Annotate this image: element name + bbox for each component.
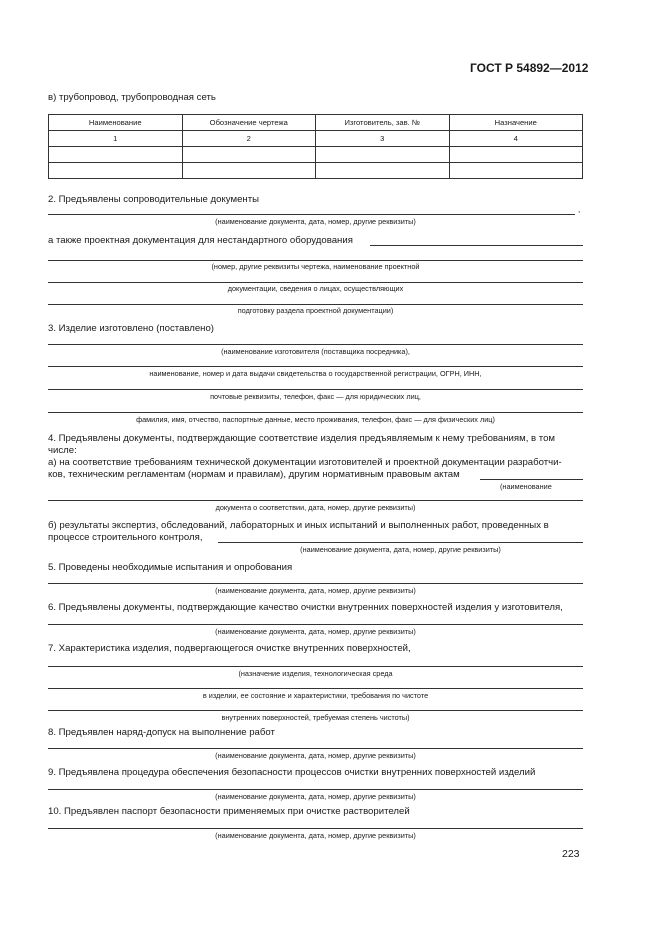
item-7-caption-1: (назначение изделия, технологическая среда <box>238 669 393 678</box>
col-number-4: 4 <box>449 131 583 147</box>
fill-line <box>48 344 583 345</box>
item-7-caption-2: в изделии, ее состояние и характеристики, требования по чистоте <box>202 691 429 700</box>
fill-line <box>48 366 583 367</box>
item-2-caption-3: документации, сведения о лицах, осуществляющих <box>227 284 404 293</box>
item-4b-line-2: процессе строительного контроля, <box>48 532 203 543</box>
item-4b-line-1: б) результаты экспертиз, обследований, лабораторных и иных испытаний и выполненных работ, проведенных в <box>48 520 549 531</box>
fill-line <box>48 583 583 584</box>
item-3-caption-4: фамилия, имя, отчество, паспортные данные, место проживания, телефон, факс — для физических лиц) <box>136 415 495 424</box>
fill-line <box>48 688 583 689</box>
fill-line <box>48 789 583 790</box>
fill-line <box>48 500 583 501</box>
item-6-caption: (наименование документа, дата, номер, другие реквизиты) <box>215 627 416 636</box>
fill-line <box>370 245 583 246</box>
fill-line <box>48 412 583 413</box>
item-9-caption: (наименование документа, дата, номер, другие реквизиты) <box>215 792 416 801</box>
item-2-caption-4: подготовку раздела проектной документации) <box>237 306 394 315</box>
fill-line <box>48 666 583 667</box>
table-cell <box>49 147 183 163</box>
table-cell <box>449 147 583 163</box>
item-9-text: 9. Предъявлена процедура обеспечения безопасности процессов очистки внутренних поверхностей изделий <box>48 767 536 778</box>
table-cell <box>49 163 183 179</box>
table-cell <box>316 163 450 179</box>
section-v-title: в) трубопровод, трубопроводная сеть <box>48 92 216 103</box>
item-4-line-1: 4. Предъявлены документы, подтверждающие соответствие изделия предъявляемым к нему требованиям, в том <box>48 433 556 444</box>
fill-line <box>48 260 583 261</box>
fill-line <box>48 389 583 390</box>
item-4a-line-1: а) на соответствие требованиям технической документации изготовителей и проектной документации разработчи- <box>48 457 562 468</box>
item-7-caption-3: внутренних поверхностей, требуемая степень чистоты) <box>221 713 410 722</box>
fill-line <box>48 214 575 215</box>
table-header-row <box>49 115 583 131</box>
col-number-1: 1 <box>49 131 183 147</box>
standard-header: ГОСТ Р 54892—2012 <box>470 61 589 75</box>
fill-line <box>48 828 583 829</box>
pipeline-table <box>48 114 583 179</box>
item-4b-caption: (наименование документа, дата, номер, другие реквизиты) <box>300 545 501 554</box>
item-3-text: 3. Изделие изготовлено (поставлено) <box>48 323 215 334</box>
fill-line <box>48 624 583 625</box>
item-2-caption: (наименование документа, дата, номер, другие реквизиты) <box>215 217 416 226</box>
table-row <box>49 163 583 179</box>
item-8-text: 8. Предъявлен наряд-допуск на выполнение работ <box>48 727 275 738</box>
fill-line <box>218 542 583 543</box>
col-number-3: 3 <box>316 131 450 147</box>
table-cell <box>182 147 316 163</box>
fill-line <box>48 304 583 305</box>
table-cell <box>449 163 583 179</box>
item-4a-line-2: ков, техническим регламентам (нормам и правилам), другим нормативным правовым актам <box>48 469 460 480</box>
item-4a-caption-right: (наименование <box>500 482 552 491</box>
fill-line <box>48 748 583 749</box>
page-number: 223 <box>562 848 580 860</box>
item-5-text: 5. Проведены необходимые испытания и опробования <box>48 562 293 573</box>
item-3-caption-3: почтовые реквизиты, телефон, факс — для юридических лиц, <box>210 392 421 401</box>
table-number-row <box>49 131 583 147</box>
item-6-text: 6. Предъявлены документы, подтверждающие качество очистки внутренних поверхностей изделия у изготовителя, <box>48 602 563 613</box>
col-header-name: Наименование <box>49 115 183 131</box>
item-7-text: 7. Характеристика изделия, подвергающегося очистке внутренних поверхностей, <box>48 643 411 654</box>
fill-line <box>480 479 583 480</box>
item-4a-caption-2: документа о соответствии, дата, номер, другие реквизиты) <box>215 503 416 512</box>
table-row <box>49 147 583 163</box>
item-2-also-text: а также проектная документация для нестандартного оборудования <box>48 235 353 246</box>
col-header-manufacturer: Изготовитель, зав. № <box>316 115 450 131</box>
item-3-caption-1: (наименование изготовителя (поставщика посредника), <box>221 347 410 356</box>
col-header-purpose: Назначение <box>449 115 583 131</box>
item-10-caption: (наименование документа, дата, номер, другие реквизиты) <box>215 831 416 840</box>
fill-line <box>48 282 583 283</box>
fill-line <box>48 710 583 711</box>
item-10-text: 10. Предъявлен паспорт безопасности применяемых при очистке растворителей <box>48 806 410 817</box>
item-4-line-2: числе: <box>48 445 77 456</box>
item-5-caption: (наименование документа, дата, номер, другие реквизиты) <box>215 586 416 595</box>
table-cell <box>182 163 316 179</box>
table-cell <box>316 147 450 163</box>
item-3-caption-2: наименование, номер и дата выдачи свидетельства о государственной регистрации, ОГРН, ИНН, <box>149 369 482 378</box>
item-2-text: 2. Предъявлены сопроводительные документы <box>48 194 259 205</box>
col-header-drawing: Обозначение чертежа <box>182 115 316 131</box>
item-8-caption: (наименование документа, дата, номер, другие реквизиты) <box>215 751 416 760</box>
col-number-2: 2 <box>182 131 316 147</box>
item-2-caption-2: (номер, другие реквизиты чертежа, наименование проектной <box>211 262 420 271</box>
item-2-comma: , <box>578 205 581 214</box>
